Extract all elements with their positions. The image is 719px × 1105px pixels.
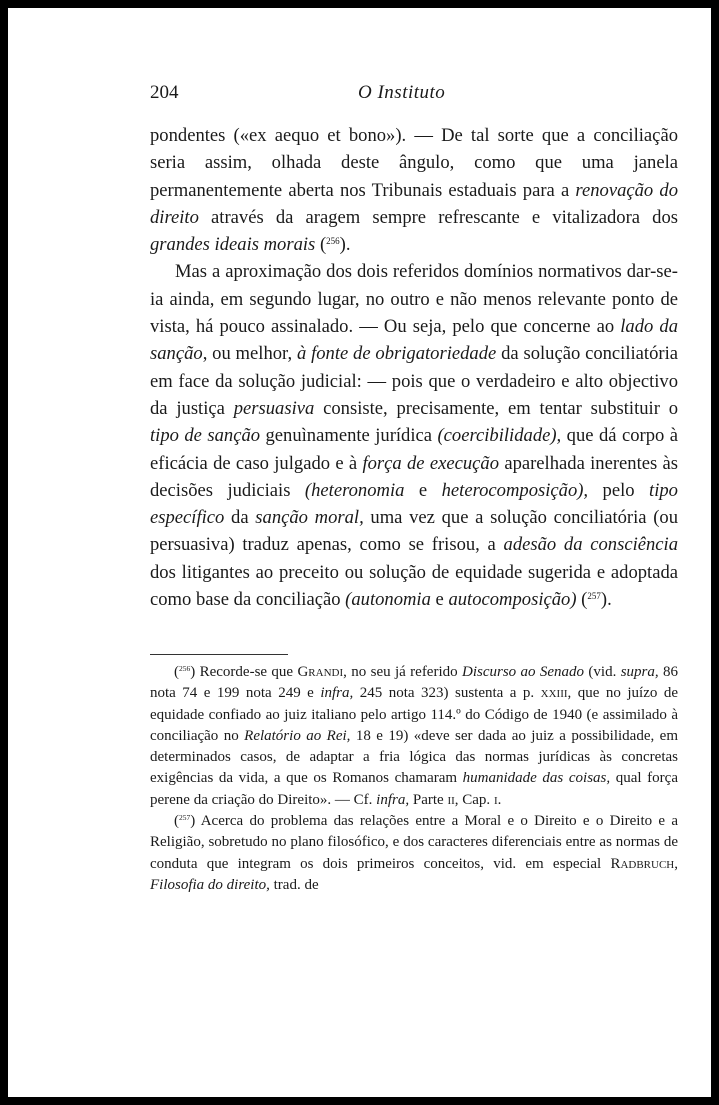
text: aparelhada inerentes às decisões judiciais bbox=[150, 452, 679, 501]
footnote-number: 256 bbox=[179, 664, 191, 673]
book-page bbox=[8, 8, 711, 1097]
emphasis: heterocomposição), bbox=[441, 479, 589, 501]
text: ). bbox=[600, 589, 612, 611]
text: pondentes («ex aequo et bono»). — De tal sorte que a conciliação seria assim, olhada deste ângulo, como que uma janela permanentemente aberta nos Tribunais estaduais para a bbox=[150, 125, 678, 201]
roman-numeral: i bbox=[493, 791, 498, 808]
text: ( bbox=[174, 664, 179, 680]
text: Acerca do problema das relações entre a Moral e o Direito e o Direito e a Religião, sobretudo no plano filosófico, e dos caracteres diferenciais entre as normas de conduta que integram os dois primeiros conceitos, vid. em especial bbox=[150, 813, 678, 872]
text: 18 e 19) «deve ser dada ao juiz a possibilidade, em determinados casos, de adaptar a fria lógica das normas jurídicas às concretas exigências da vida, a que os Romanos chamaram bbox=[150, 727, 678, 787]
text: ( bbox=[315, 234, 327, 256]
emphasis: (coercibilidade), bbox=[437, 425, 562, 447]
emphasis: (heteronomia bbox=[304, 479, 405, 501]
emphasis: autocomposição) bbox=[448, 589, 577, 611]
footnote-reference[interactable]: 256 bbox=[326, 236, 340, 247]
roman-numeral: xxiii bbox=[540, 685, 568, 702]
text: 86 nota 74 e 199 nota 249 e bbox=[150, 664, 679, 702]
running-title: O Instituto bbox=[358, 82, 446, 103]
emphasis: Discurso ao Senado bbox=[462, 664, 585, 680]
text: pelo bbox=[588, 479, 650, 501]
emphasis: humanidade das coisas, bbox=[462, 770, 611, 787]
emphasis: infra, bbox=[320, 685, 354, 702]
text: ) bbox=[190, 813, 201, 830]
text: da bbox=[224, 507, 256, 529]
roman-numeral: ii bbox=[447, 791, 455, 808]
footnote-256 bbox=[150, 662, 678, 811]
emphasis: grandes ideais morais bbox=[150, 234, 316, 256]
text: Parte bbox=[409, 791, 448, 808]
text: uma vez que a solução conciliatória (ou persuasiva) traduz apenas, como se frisou, a bbox=[150, 507, 678, 556]
text: que dá corpo à eficácia de caso julgado e à bbox=[150, 425, 678, 474]
emphasis: infra, bbox=[376, 791, 410, 808]
text: , Cap. bbox=[454, 791, 494, 808]
text: ( bbox=[174, 813, 179, 830]
footnote-divider bbox=[150, 654, 288, 655]
text: através da aragem sempre refrescante e vitalizadora dos bbox=[198, 206, 678, 228]
emphasis: (autonomia bbox=[345, 589, 431, 611]
text: genuìnamente jurídica bbox=[260, 425, 438, 447]
text: . bbox=[497, 791, 502, 808]
footnote-number: 257 bbox=[179, 813, 191, 823]
emphasis: tipo de sanção bbox=[150, 425, 261, 447]
text: ) bbox=[190, 664, 200, 680]
footnote-257 bbox=[150, 811, 678, 896]
emphasis: persuasiva bbox=[233, 397, 315, 419]
paragraph bbox=[150, 122, 678, 258]
text: Mas a aproximação dos dois referidos domínios normativos dar-se-ia ainda, em segundo lugar, no outro e não menos relevante ponto de vista, há pouco assinalado. — Ou seja, pelo que concerne ao bbox=[150, 261, 678, 338]
author-name: Grandi bbox=[297, 664, 344, 680]
emphasis: renovação do direito bbox=[150, 179, 678, 228]
footnote-reference[interactable]: 257 bbox=[587, 591, 601, 602]
text: , no seu já referido bbox=[343, 664, 462, 680]
text: Recorde-se que bbox=[199, 664, 298, 680]
emphasis: tipo específico bbox=[150, 479, 678, 529]
text: da solução conciliatória em face da solução judicial: — pois que o verdadeiro e alto objectivo da justiça bbox=[150, 343, 678, 419]
paragraph bbox=[150, 258, 678, 613]
emphasis: sanção moral, bbox=[255, 507, 364, 529]
text: ( bbox=[576, 589, 588, 611]
text: e bbox=[404, 479, 442, 501]
text: ). bbox=[339, 234, 351, 256]
text: consiste, precisamente, em tentar substituir o bbox=[314, 397, 678, 419]
emphasis: força de execução bbox=[362, 452, 500, 474]
text: 245 nota 323) sustenta a p. bbox=[353, 685, 541, 702]
text: , que no juízo de equidade confiado ao juiz italiano pelo artigo 114.º do Código de 1940 (e assimilado à conciliação no bbox=[150, 685, 678, 744]
emphasis: Relatório ao Rei, bbox=[244, 727, 351, 744]
text: qual força perene da criação do Direito». — Cf. bbox=[150, 770, 678, 808]
emphasis: à fonte de obrigatoriedade bbox=[296, 343, 497, 365]
text: e bbox=[430, 589, 449, 611]
main-text bbox=[150, 122, 678, 613]
text: (vid. bbox=[584, 664, 621, 680]
text: dos litigantes ao preceito ou solução de equidade sugerida e adoptada como base da conciliação bbox=[150, 561, 678, 611]
emphasis: lado da sanção bbox=[150, 316, 678, 365]
text: , ou melhor, bbox=[202, 343, 297, 365]
emphasis: Filosofia do direito, bbox=[150, 876, 270, 893]
emphasis: adesão da consciência bbox=[503, 534, 678, 556]
page-number: 204 bbox=[150, 82, 179, 103]
page-header bbox=[8, 82, 711, 106]
footnotes bbox=[150, 662, 678, 896]
text: , bbox=[674, 855, 678, 872]
emphasis: supra, bbox=[620, 664, 659, 680]
author-name: Radbruch bbox=[610, 855, 675, 872]
text: trad. de bbox=[269, 876, 319, 893]
